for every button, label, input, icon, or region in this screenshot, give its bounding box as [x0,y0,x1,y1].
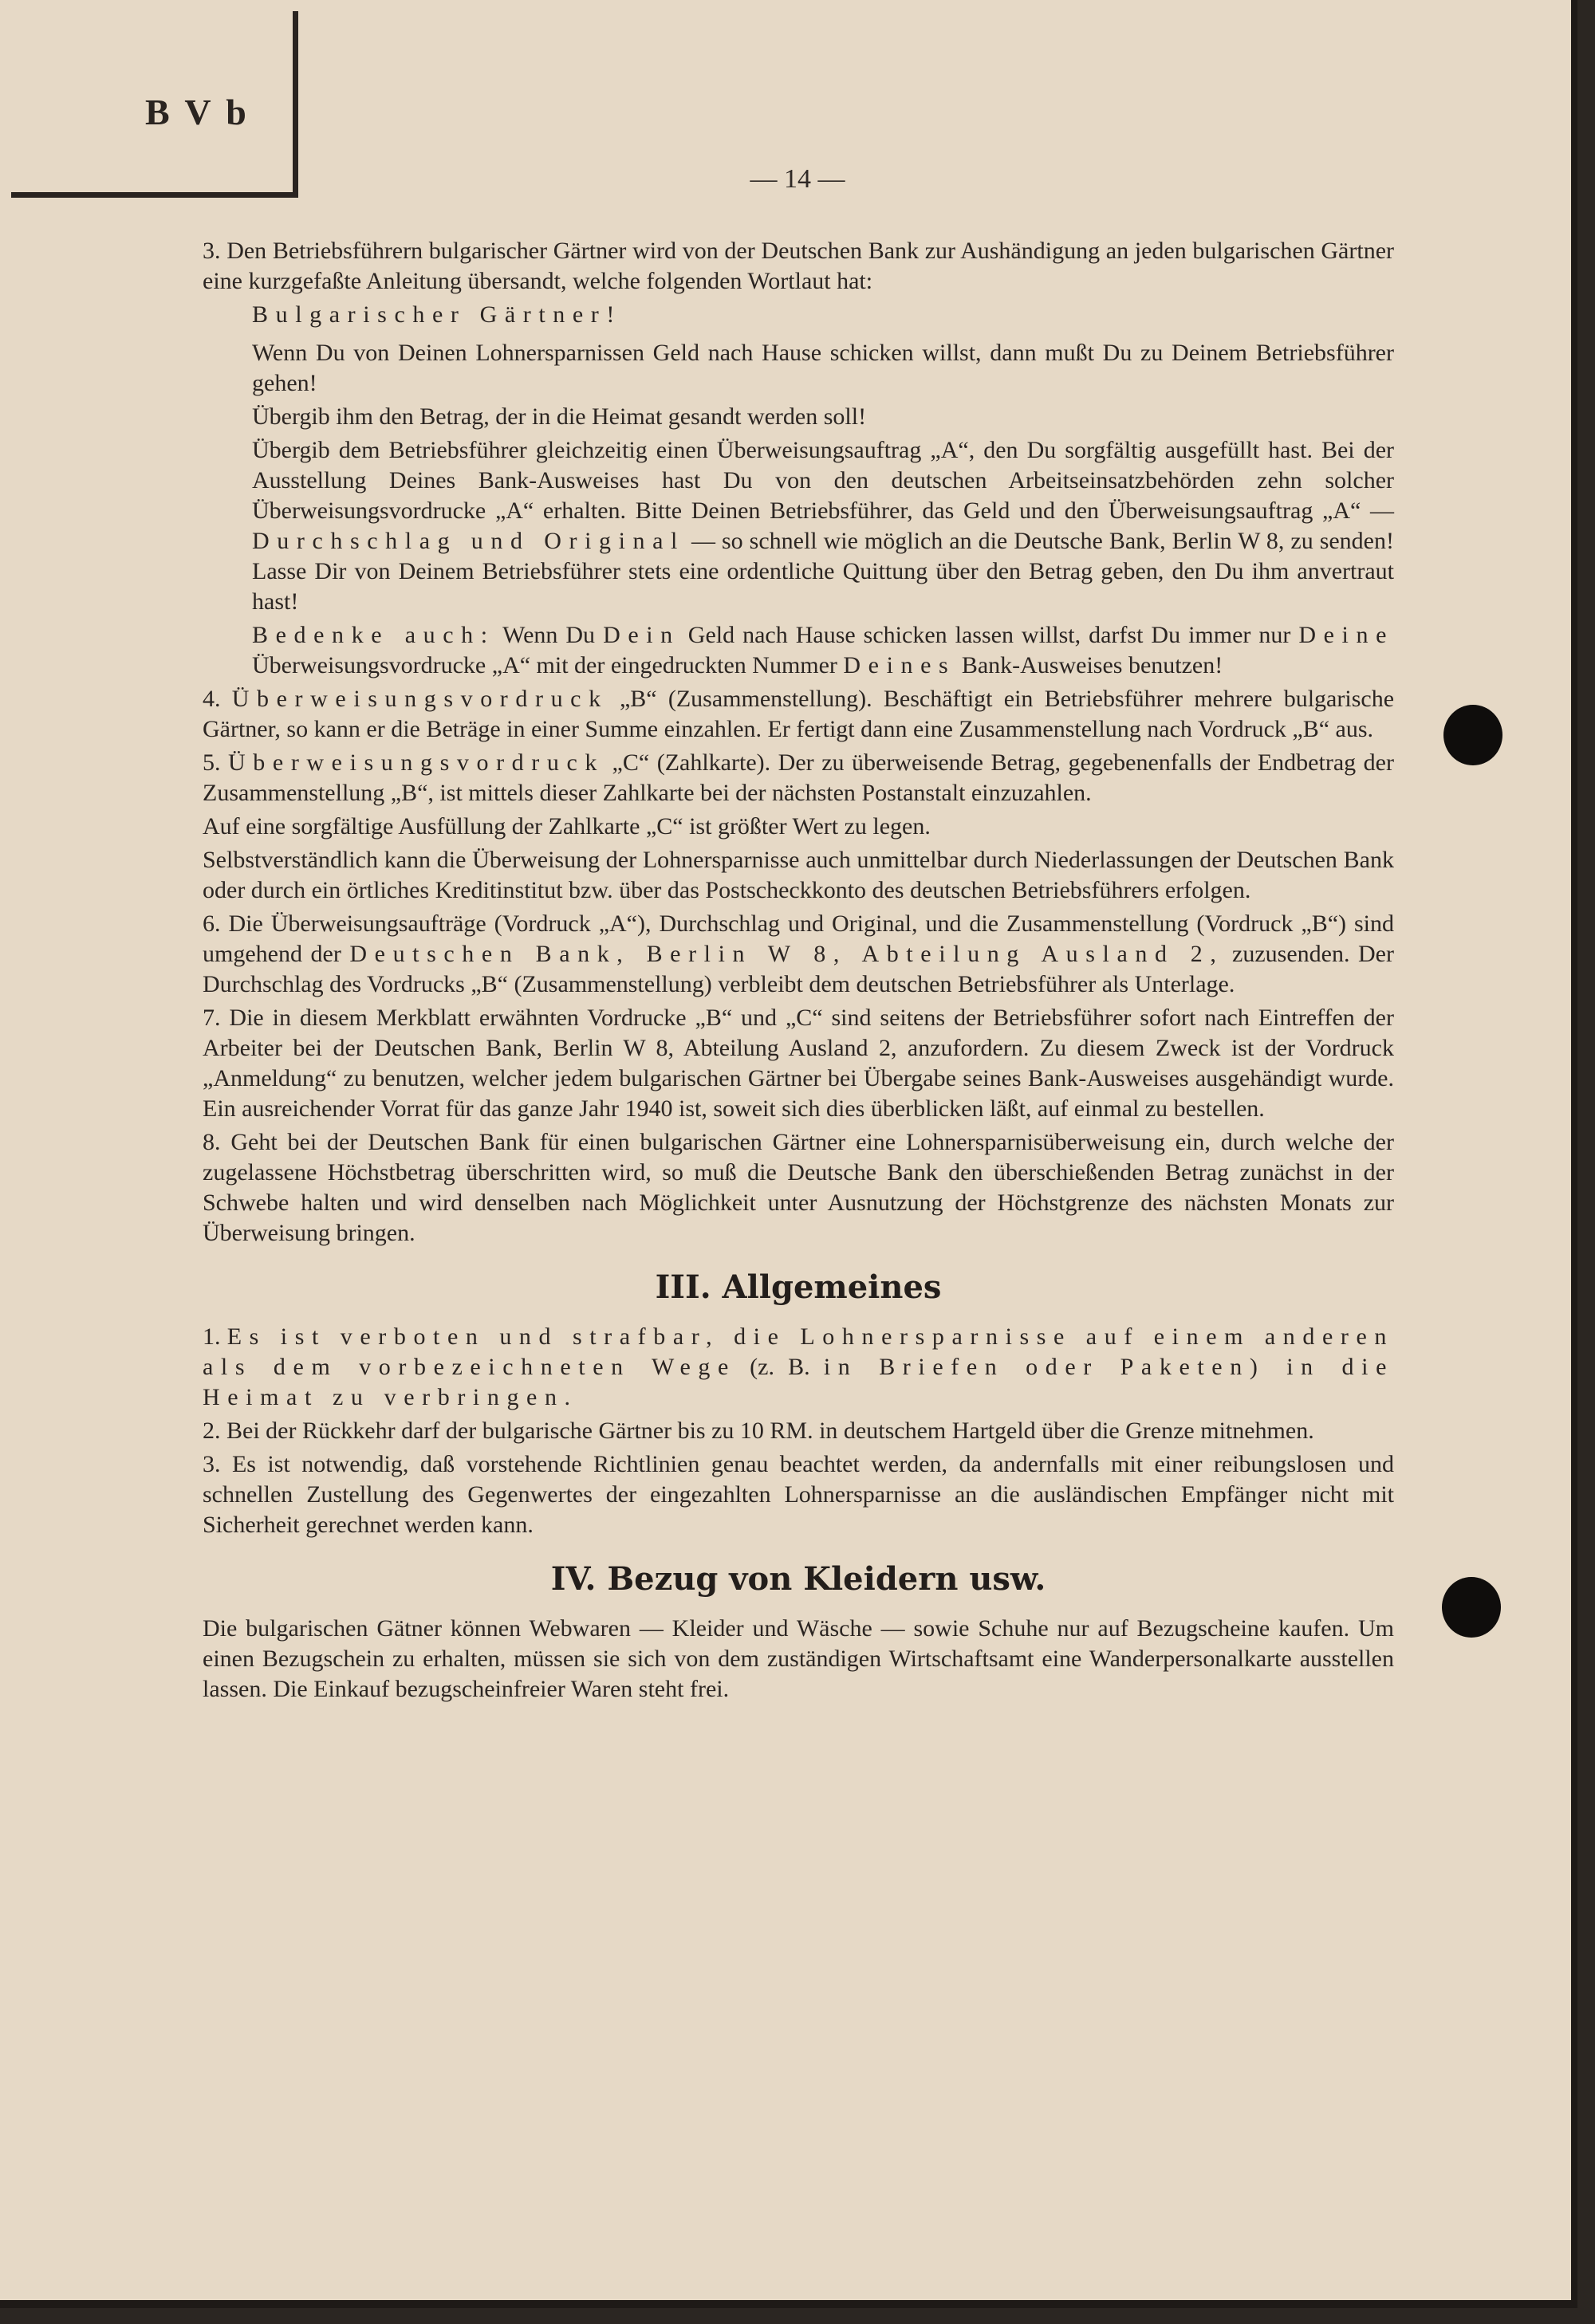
text-run: „C“ (Zahlkarte). Der zu überweisende Betrag, gegebenenfalls der Endbetrag der Zusammenstellung „B“, ist mittels dieser Zahlkarte bei der nächsten Postanstalt einzuzahlen. [203,749,1394,806]
paragraph-allgemeines-2: 2. Bei der Rückkehr darf der bulgarische Gärtner bis zu 10 RM. in deutschem Hartgeld über die Grenze mitnehmen. [203,1418,1314,1444]
spaced-text: Deines [843,652,956,678]
quote-heading: Bulgarischer Gärtner! [252,301,622,328]
paragraph-item-5 [203,748,1394,808]
text-run: Übergib dem Betriebsführer gleichzeitig einen Überweisungsauftrag „A“, den Du sorgfältig ausgefüllt hast. Bei der Ausstellung Deines Bank-Ausweises hast Du von den deutschen Arbeitseinsatzbehörden zehn solcher Überweisungsvordrucke „A“ erhalten. Bitte Deinen Betriebsführer, das Geld und den Überweisungsauftrag „A“ — [252,437,1394,524]
paragraph-item-3: 3. Den Betriebsführern bulgarischer Gärtner wird von der Deutschen Bank zur Aushändigung an jeden bulgarischen Gärtner eine kurzgefaßte Anleitung übersandt, welche folgenden Wortlaut hat: [203,238,1394,294]
quote-paragraph [252,435,1394,617]
section-heading-kleider: IV. Bezug von Kleidern usw. [550,1560,1046,1598]
text-run: zuzusenden. Der Durchschlag des Vordrucks „B“ (Zusammenstellung) verbleibt dem deutschen Betriebsführer als Unterlage. [203,941,1394,997]
spaced-text: Durchschlag und Original [252,528,685,554]
punch-hole [1443,705,1502,765]
paragraph-item-6 [203,909,1394,1000]
spaced-text: in Briefen oder Paketen) [823,1354,1266,1380]
spaced-text: in die Heimat zu verbringen. [203,1354,1395,1410]
paragraph: Auf eine sorgfältige Ausfüllung der Zahlkarte „C“ ist größter Wert zu legen. [203,813,931,840]
spaced-text: Bedenke auch: [252,622,495,648]
text-run: „B“ (Zusammenstellung). Beschäftigt ein Betriebsführer mehrere bulgarische Gärtner, so kann er die Beträge in einer Summe einzahlen. Er fertigt dann eine Zusammenstellung nach Vordruck „B“ aus. [203,686,1395,742]
quoted-instruction [252,300,1394,681]
text-run: Überweisungsvordrucke „A“ mit der eingedruckten Nummer [252,652,844,678]
text-run: Geld nach Hause schicken lassen willst, darfst Du immer nur [679,622,1299,648]
quote-paragraph: Wenn Du von Deinen Lohnersparnissen Geld nach Hause schicken willst, dann mußt Du zu Deinem Betriebsführer gehen! [252,340,1394,396]
spaced-text: Deine [1298,622,1394,648]
paragraph-item-7: 7. Die in diesem Merkblatt erwähnten Vordrucke „B“ und „C“ sind seitens der Betriebsführer sofort nach Eintreffen der Arbeiter bei der Deutschen Bank, Berlin W 8, Abteilung Ausland 2, anzufordern. Zu diesem Zweck ist der Vordruck „Anmeldung“ zu benutzen, welcher jedem bulgarischen Gärtner bei Übergabe seines Bank-Ausweises ausgehändigt wurde. Ein ausreichender Vorrat für das ganze Jahr 1940 ist, soweit sich dies überblicken läßt, auf einmal zu bestellen. [203,1005,1394,1122]
page-number: — 14 — [750,164,845,194]
spaced-text: Es ist verboten und strafbar, die Lohnersparnisse auf einem anderen als dem vorbezeichneten Wege [203,1323,1395,1380]
quote-paragraph: Übergib ihm den Betrag, der in die Heimat gesandt werden soll! [252,403,867,430]
item-number: 5. [203,749,229,776]
spaced-text: Dein [603,622,680,648]
item-number: 1. [203,1323,227,1350]
text-run: 6. Die Überweisungsaufträge (Vordruck „A“), Durchschlag und Original, und die Zusammenstellung (Vordruck „B“) sind umgehend der [203,910,1394,967]
paragraph-item-8: 8. Geht bei der Deutschen Bank für einen bulgarischen Gärtner eine Lohnersparnisüberweisung ein, durch welche der zugelassene Höchstbetrag überschritten wird, so muß die Deutsche Bank den überschießenden Betrag zunächst in der Schwebe halten und wird denselben nach Möglichkeit unter Ausnutzung der Höchstgrenze des nächsten Monats zur Überweisung bringen. [203,1129,1394,1246]
paragraph-kleider: Die bulgarischen Gätner können Webwaren — Kleider und Wäsche — sowie Schuhe nur auf Bezugscheine kaufen. Um einen Bezugschein zu erhalten, müssen sie sich von dem zuständigen Wirtschaftsamt eine Wanderpersonalkarte ausstellen lassen. Die Einkauf bezugscheinfreier Waren steht frei. [203,1615,1394,1702]
paragraph-item-4 [203,684,1394,745]
paragraph-allgemeines-3: 3. Es ist notwendig, daß vorstehende Richtlinien genau beachtet werden, da andernfalls mit einer reibungslosen und schnellen Zustellung des Gegenwertes der eingezahlten Lohnersparnisse an die ausländischen Empfänger nicht mit Sicherheit gerechnet werden kann. [203,1451,1394,1538]
text-run: Wenn Du [494,622,604,648]
spaced-text: Überweisungsvordruck [228,749,605,776]
paragraph-allgemeines-1 [203,1322,1394,1413]
section-heading-allgemeines: III. Allgemeines [655,1268,942,1306]
spaced-text: Überweisungsvordruck [231,686,608,712]
paragraph: Selbstverständlich kann die Überweisung der Lohnersparnisse auch unmittelbar durch Niederlassungen der Deutschen Bank oder durch ein örtliches Kreditinstitut bzw. über das Postscheckkonto des deutschen Betriebsführers erfolgen. [203,847,1394,903]
item-number: 4. [203,686,232,712]
quote-paragraph [252,620,1394,681]
text-run: Bank-Ausweises benutzen! [955,652,1223,678]
text-run: — so schnell wie möglich an die Deutsche Bank, Berlin W 8, zu senden! Lasse Dir von Deinem Betriebsführer stets eine ordentliche Quittung über den Betrag geben, den Du ihm anvertraut hast! [252,528,1394,615]
spaced-text: Deutschen Bank, Berlin W 8, Abteilung Ausland 2, [349,941,1224,967]
punch-hole [1442,1577,1501,1638]
text-run: (z. B. [735,1354,824,1380]
document-body [203,236,1394,1708]
stamp-label: B V b [145,92,250,132]
